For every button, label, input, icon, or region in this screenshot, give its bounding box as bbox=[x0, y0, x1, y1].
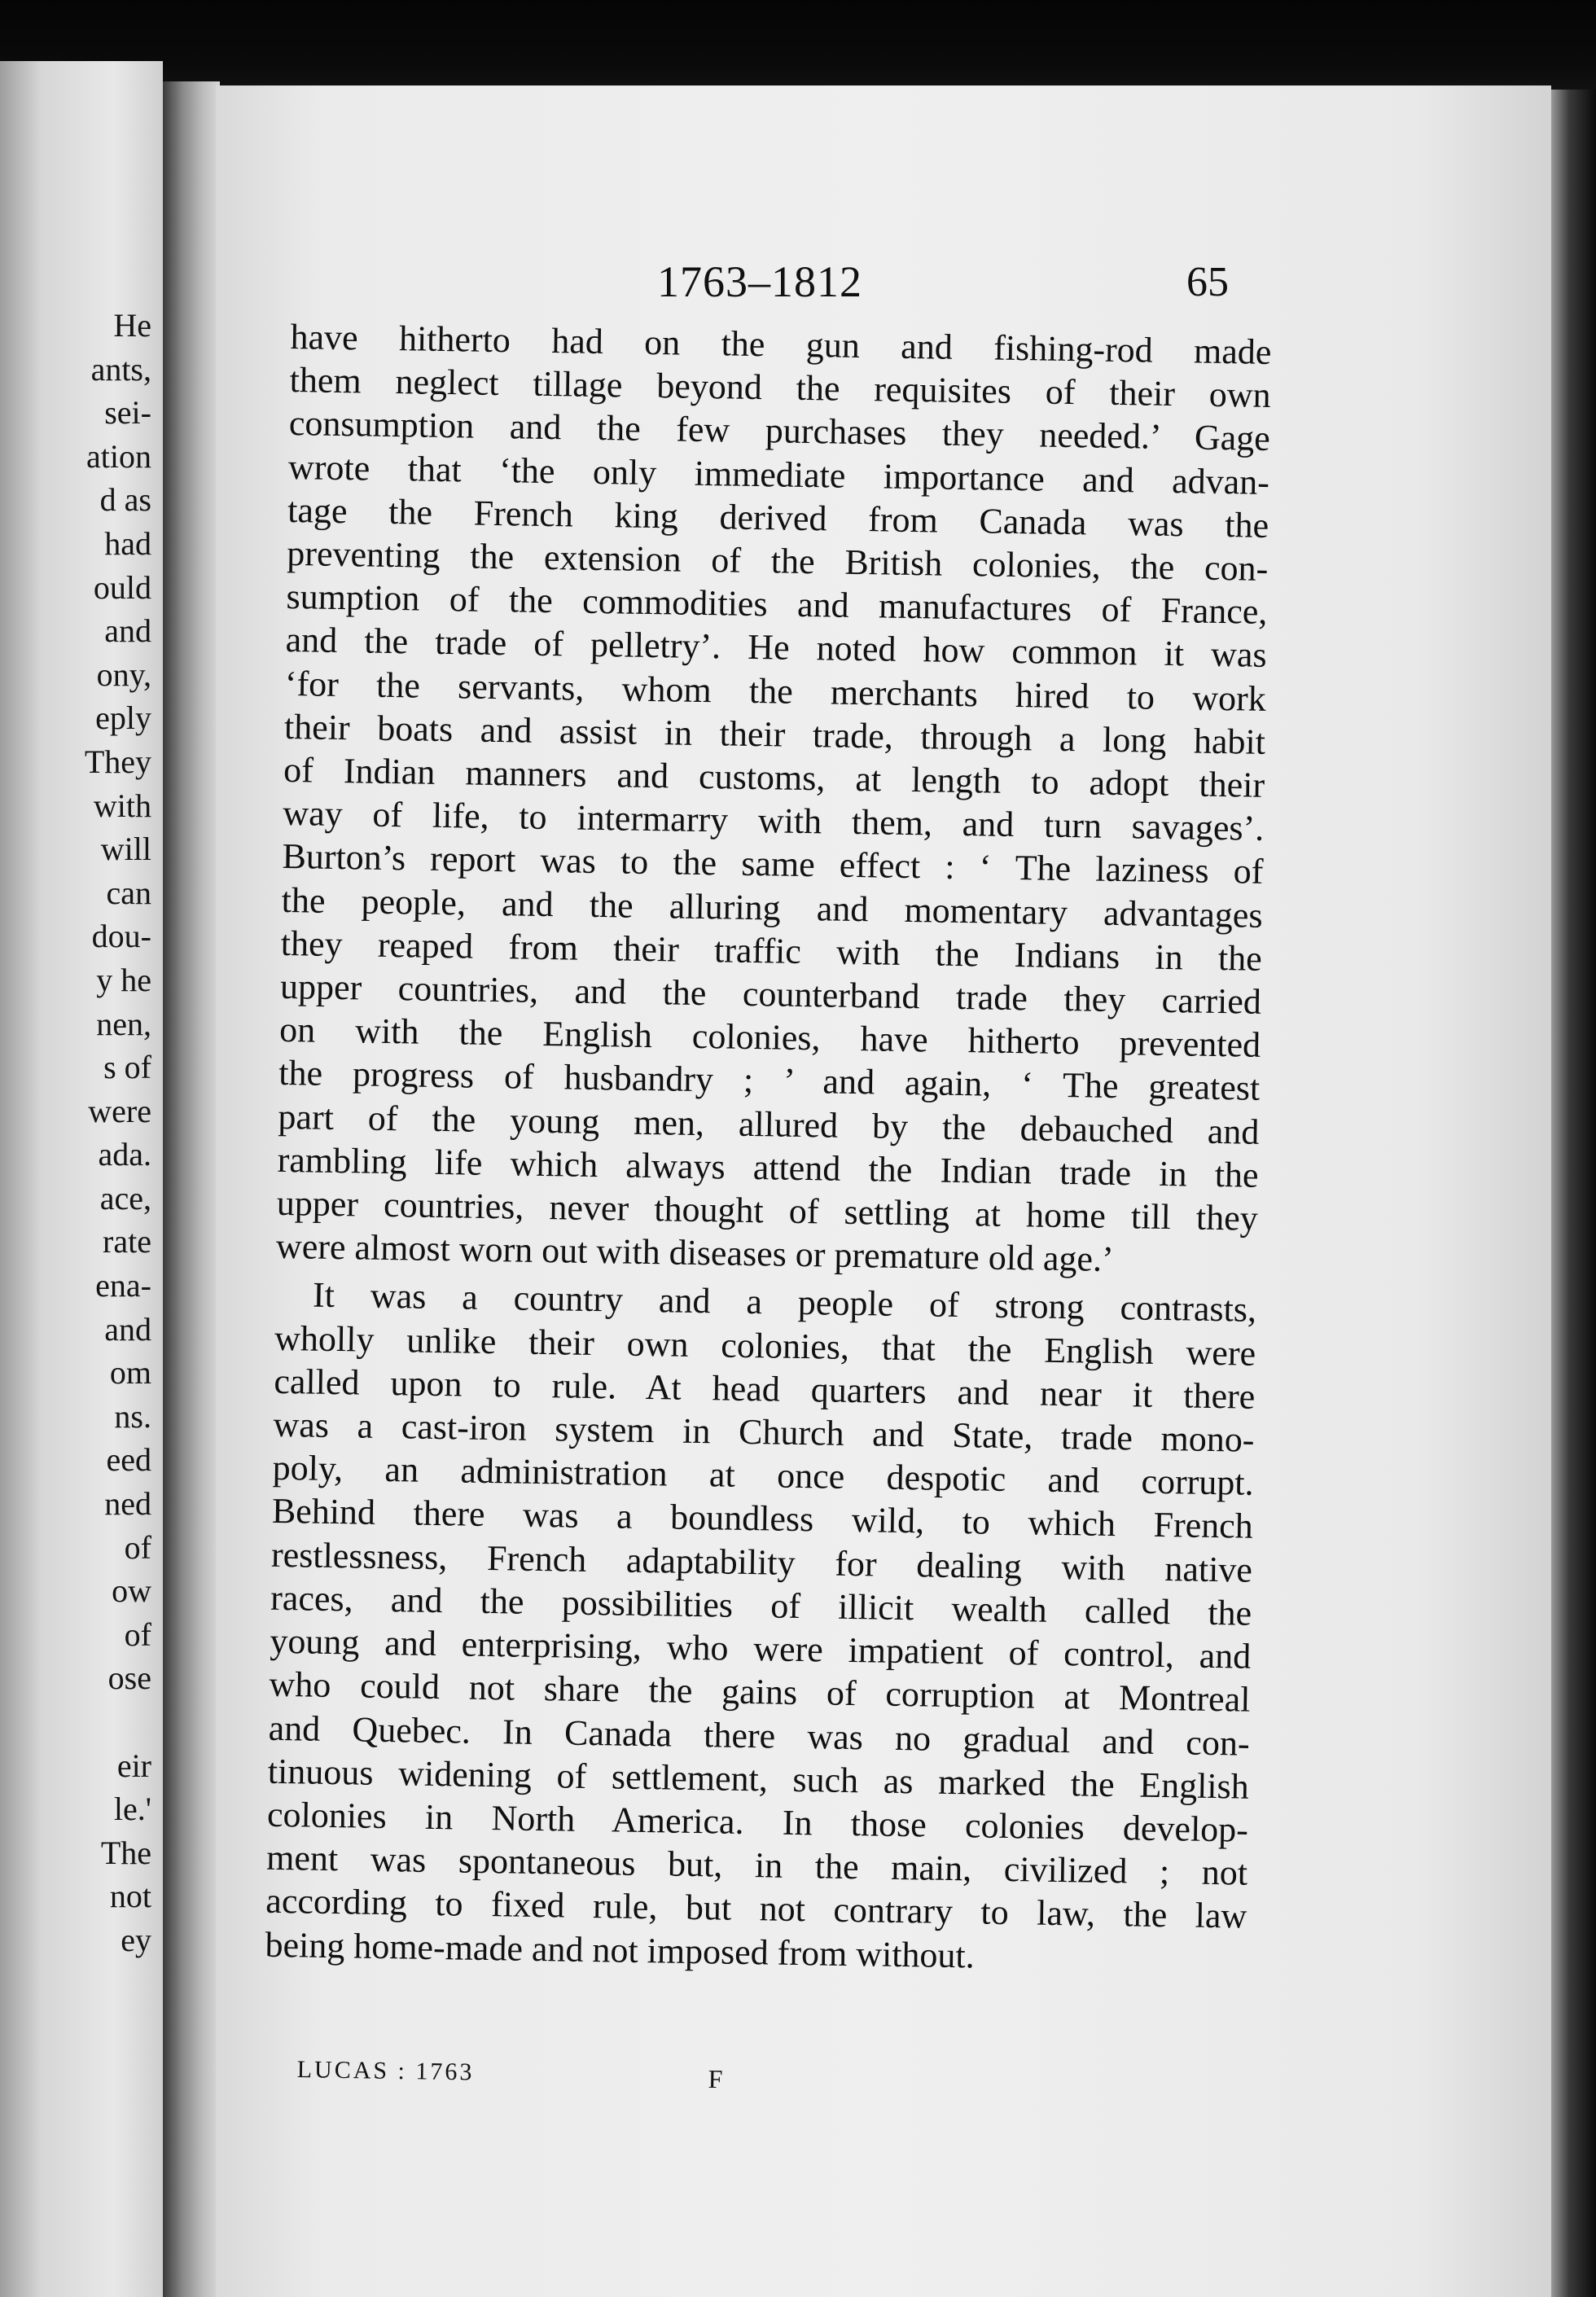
signature-letter: F bbox=[708, 2063, 723, 2094]
facing-page-fragment: ned bbox=[104, 1485, 151, 1523]
text-line: the progress of husbandry ; ’ and again, ‘ The greatest bbox=[278, 1053, 1261, 1109]
text-line: poly, an administration at once despotic and corrupt. bbox=[272, 1448, 1254, 1504]
facing-page-fragment: s of bbox=[103, 1049, 151, 1086]
facing-page-fragment: ey bbox=[121, 1921, 151, 1958]
text-line: and Quebec. In Canada there was no gradual and con- bbox=[268, 1707, 1250, 1764]
body-text bbox=[265, 315, 1272, 1981]
paragraph-2 bbox=[265, 1273, 1256, 1981]
text-line: restlessness, French adaptability for dealing with native bbox=[270, 1534, 1253, 1590]
text-line: part of the young men, allured by the debauched and bbox=[278, 1096, 1260, 1152]
facing-page-fragment: ants, bbox=[90, 350, 151, 388]
text-line: It was a country and a people of strong contrasts, bbox=[312, 1275, 1257, 1330]
facing-page-fragment: ose bbox=[107, 1659, 151, 1697]
page-right-edge bbox=[1551, 90, 1596, 2297]
facing-page-fragment: le.' bbox=[113, 1791, 151, 1828]
text-line: called upon to rule. At head quarters and near it there bbox=[274, 1361, 1256, 1417]
text-line: races, and the possibilities of illicit wealth called the bbox=[270, 1577, 1252, 1633]
text-line: sumption of the commodities and manufactures of France, bbox=[286, 576, 1268, 633]
facing-page-fragment: sei- bbox=[104, 394, 151, 432]
facing-page-fragment: rate bbox=[103, 1223, 151, 1260]
page-header bbox=[216, 256, 1551, 313]
facing-page-fragment: d as bbox=[99, 481, 151, 519]
text-line: were almost worn out with diseases or premature old age.’ bbox=[275, 1226, 1115, 1280]
text-line: upper countries, and the counterband trade they carried bbox=[279, 966, 1262, 1022]
text-line: Burton’s report was to the same effect : ‘ The laziness of bbox=[282, 836, 1264, 892]
facing-page-fragment: He bbox=[113, 307, 151, 344]
text-line: their boats and assist in their trade, through a long habit bbox=[283, 706, 1266, 762]
facing-page-fragment: will bbox=[100, 831, 151, 868]
book-page bbox=[216, 85, 1551, 2297]
signature-mark: LUCAS : 1763 bbox=[296, 2056, 475, 2086]
facing-page-fragment: dou- bbox=[91, 918, 151, 955]
text-line: the people, and the alluring and momentary advantages bbox=[281, 879, 1263, 936]
facing-page-fragment: eed bbox=[106, 1441, 151, 1479]
text-line: rambling life which always attend the Indian trade in the bbox=[277, 1139, 1259, 1195]
facing-page-fragment: om bbox=[109, 1354, 151, 1392]
facing-page-fragment: nen, bbox=[96, 1005, 151, 1042]
facing-page-fragment: and bbox=[104, 612, 151, 650]
facing-page-fragment: not bbox=[109, 1878, 151, 1915]
text-line: upper countries, never thought of settling at home till they bbox=[276, 1182, 1259, 1238]
scan-background-top bbox=[0, 0, 1596, 90]
paragraph-1 bbox=[276, 315, 1272, 1283]
facing-page-fragment: ena- bbox=[95, 1267, 151, 1304]
facing-page-fragment: with bbox=[93, 787, 151, 824]
text-line: they reaped from their traffic with the Indians in the bbox=[280, 923, 1263, 979]
text-line: tage the French king derived from Canada was the bbox=[287, 489, 1269, 546]
facing-page-fragment: of bbox=[124, 1528, 151, 1566]
facing-page-fragment: eir bbox=[116, 1747, 151, 1784]
running-head: 1763–1812 bbox=[657, 257, 862, 306]
text-line: wrote that ‘the only immediate importance and advan- bbox=[287, 446, 1270, 502]
text-line: preventing the extension of the British colonies, the con- bbox=[287, 533, 1269, 589]
facing-page-edge bbox=[0, 61, 163, 2297]
facing-page-fragment: eply bbox=[95, 699, 151, 737]
page-number: 65 bbox=[1186, 259, 1229, 305]
facing-page-fragment: had bbox=[104, 524, 151, 562]
facing-page-fragment: ada. bbox=[98, 1136, 151, 1173]
facing-page-text-fragments bbox=[85, 304, 151, 1962]
text-line: on with the English colonies, have hitherto prevented bbox=[278, 1010, 1261, 1066]
text-line: who could not share the gains of corruption at Montreal bbox=[269, 1664, 1251, 1721]
text-line: them neglect tillage beyond the requisites of their own bbox=[289, 360, 1271, 416]
text-line: and the trade of pelletry’. He noted how common it was bbox=[285, 620, 1267, 676]
text-line: young and enterprising, who were impatient of control, and bbox=[270, 1620, 1252, 1677]
text-line: of Indian manners and customs, at length to adopt their bbox=[283, 749, 1265, 805]
facing-page-fragment: and bbox=[104, 1310, 151, 1348]
facing-page-fragment: ould bbox=[93, 568, 151, 606]
book-gutter bbox=[163, 81, 220, 2297]
text-line: way of life, to intermarry with them, and turn savages’. bbox=[283, 793, 1265, 849]
facing-page-fragment: ation bbox=[86, 437, 151, 475]
text-line: Behind there was a boundless wild, to which French bbox=[271, 1491, 1254, 1547]
page-footer bbox=[296, 2056, 867, 2106]
text-line: was a cast-iron system in Church and State, trade mono- bbox=[273, 1404, 1255, 1460]
facing-page-fragment: ow bbox=[112, 1572, 151, 1610]
text-line: colonies in North America. In those colonies develop- bbox=[266, 1794, 1249, 1850]
facing-page-fragment: can bbox=[106, 874, 151, 911]
facing-page-fragment: ns. bbox=[114, 1397, 151, 1435]
text-line: according to fixed rule, but not contrary to law, the law bbox=[265, 1881, 1247, 1936]
facing-page-fragment bbox=[85, 1700, 151, 1744]
facing-page-fragment: ace, bbox=[99, 1179, 151, 1216]
text-line: wholly unlike their own colonies, that the English were bbox=[274, 1317, 1256, 1374]
text-line: consumption and the few purchases they needed.’ Gage bbox=[288, 403, 1271, 459]
facing-page-fragment: y he bbox=[96, 961, 151, 998]
facing-page-fragment: were bbox=[88, 1092, 151, 1129]
text-line: have hitherto had on the gun and fishing-rod made bbox=[290, 316, 1272, 372]
text-line: tinuous widening of settlement, such as marked the English bbox=[267, 1751, 1250, 1807]
facing-page-fragment: ony, bbox=[96, 655, 151, 693]
facing-page-fragment: of bbox=[124, 1615, 151, 1653]
text-line: being home-made and not imposed from without. bbox=[265, 1924, 976, 1975]
text-line: ‘for the servants, whom the merchants hired to work bbox=[284, 663, 1267, 719]
facing-page-fragment: They bbox=[84, 743, 151, 780]
text-line: ment was spontaneous but, in the main, civilized ; not bbox=[265, 1837, 1248, 1893]
facing-page-fragment: The bbox=[100, 1834, 151, 1871]
